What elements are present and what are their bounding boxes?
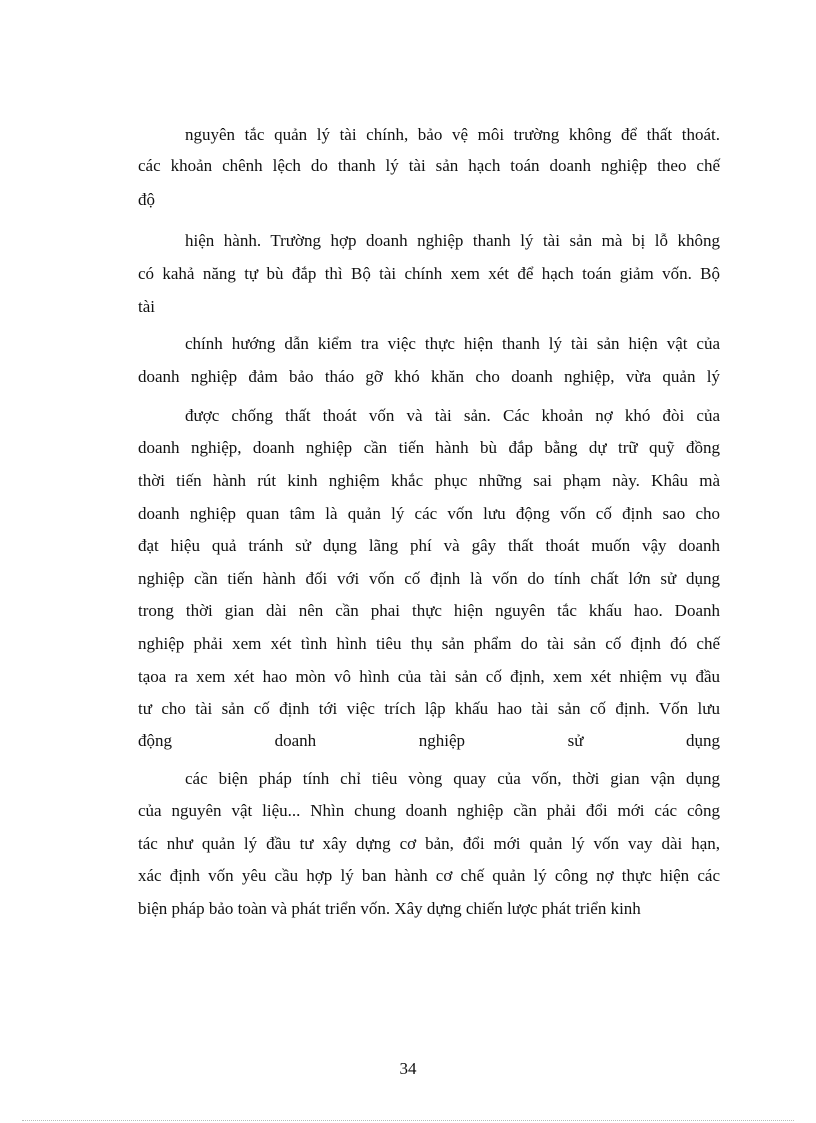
text-line: biện pháp bảo toàn và phát triển vốn. Xây dựng chiến lược phát triển kinh [138, 899, 641, 918]
text-line: thời tiến hành rút kinh nghiệm khắc phục những sai phạm này. Khâu mà [138, 471, 720, 490]
text-line: tài [138, 297, 155, 316]
text-line: tư cho tài sản cố định tới việc trích lập khấu hao tài sản cố định. Vốn lưu [138, 699, 720, 718]
text-line: động doanh nghiệp sử dụng [138, 731, 720, 750]
text-line: hiện hành. Trường hợp doanh nghiệp thanh lý tài sản mà bị lỗ không [185, 231, 720, 250]
text-line: đạt hiệu quả tránh sử dụng lãng phí và gây thất thoát muốn vậy doanh [138, 536, 720, 555]
text-line: độ [138, 190, 155, 209]
page-number: 34 [399, 1059, 417, 1078]
text-line: của nguyên vật liệu... Nhìn chung doanh nghiệp cần phải đổi mới các công [138, 801, 720, 820]
text-line: trong thời gian dài nên cần phai thực hiện nguyên tắc khấu hao. Doanh [138, 601, 720, 620]
text-line: doanh nghiệp đảm bảo tháo gỡ khó khăn cho doanh nghiệp, vừa quản lý [138, 367, 720, 386]
text-line: doanh nghiệp quan tâm là quản lý các vốn lưu động vốn cố định sao cho [138, 504, 720, 523]
text-line: nguyên tắc quản lý tài chính, bảo vệ môi trường không để thất thoát. [185, 125, 720, 144]
text-line: nghiệp phải xem xét tình hình tiêu thụ sản phẩm do tài sản cố định đó chế [138, 634, 720, 653]
text-line: tạoa ra xem xét hao mòn vô hình của tài sản cố định, xem xét nhiệm vụ đầu [138, 667, 720, 686]
text-line: có kahả năng tự bù đắp thì Bộ tài chính xem xét để hạch toán giảm vốn. Bộ [138, 264, 720, 283]
text-line: các khoản chênh lệch do thanh lý tài sản hạch toán doanh nghiệp theo chế [138, 156, 720, 175]
text-line: xác định vốn yêu cầu hợp lý ban hành cơ chế quản lý công nợ thực hiện các [138, 866, 720, 885]
text-line: được chống thất thoát vốn và tài sản. Các khoản nợ khó đòi của [185, 406, 720, 425]
text-line: nghiệp cần tiến hành đối với vốn cố định là vốn do tính chất lớn sử dụng [138, 569, 720, 588]
text-line: tác như quản lý đầu tư xây dựng cơ bản, đổi mới quản lý vốn vay dài hạn, [138, 834, 720, 853]
text-line: chính hướng dẫn kiểm tra việc thực hiện thanh lý tài sản hiện vật của [185, 334, 720, 353]
text-line: doanh nghiệp, doanh nghiệp cần tiến hành bù đắp bằng dự trữ quỹ đồng [138, 438, 720, 457]
page-bottom-border [22, 1120, 794, 1121]
text-line: các biện pháp tính chỉ tiêu vòng quay của vốn, thời gian vận dụng [185, 769, 720, 788]
